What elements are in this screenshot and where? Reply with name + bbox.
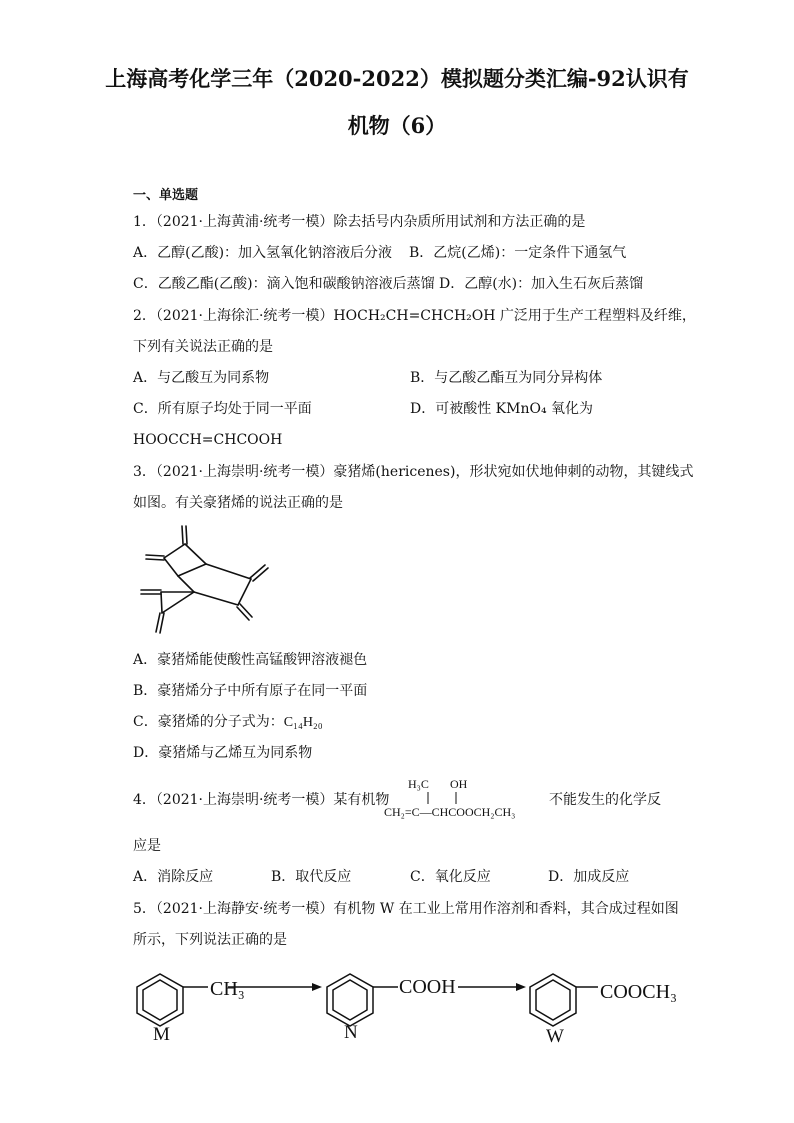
- q4-structural-formula: [384, 774, 550, 822]
- q4-option-b: B．取代反应: [271, 869, 352, 885]
- q3-stem-line-2: 如图。有关豪猪烯的说法正确的是: [133, 495, 343, 511]
- label-w: W: [546, 1026, 564, 1047]
- q2-option-a: A．与乙酸互为同系物: [133, 370, 270, 386]
- q3-molecular-formula: C₁₄H₂₀: [283, 715, 323, 730]
- q1-option-d: D．乙醇(水)：加入生石灰后蒸馏: [439, 276, 644, 292]
- label-n: N: [344, 1022, 358, 1043]
- q4-option-d: D．加成反应: [548, 869, 630, 885]
- q2-option-d: D．可被酸性 KMnO₄ 氧化为: [410, 401, 594, 417]
- page-title-line-1: 上海高考化学三年（2020-2022）模拟题分类汇编-92认识有: [105, 66, 689, 91]
- q1-option-a: A．乙醇(乙酸)：加入氢氧化钠溶液后分液: [133, 245, 393, 261]
- q4-formula-hydroxyl: OH: [450, 777, 468, 791]
- q1-stem: 1．（2021·上海黄浦·统考一模）除去括号内杂质所用试剂和方法正确的是: [133, 214, 586, 230]
- n-substituent: COOH: [399, 976, 456, 998]
- m-substituent: CH₃: [210, 978, 245, 1000]
- q3-option-a: A．豪猪烯能使酸性高锰酸钾溶液褪色: [133, 652, 368, 668]
- q3-option-c: [133, 712, 323, 733]
- section-heading: 一、单选题: [133, 188, 199, 203]
- q2-option-d-continued: HOOCCH=CHCOOH: [133, 432, 283, 448]
- label-m: M: [153, 1024, 170, 1045]
- hericenes-structure-diagram: [130, 520, 280, 640]
- q5-stem-line-1: 5．（2021·上海静安·统考一模）有机物 W 在工业上常用作溶剂和香料，其合成过程如图: [133, 901, 679, 917]
- q4-stem-suffix: 不能发生的化学反: [549, 792, 661, 808]
- q3-option-d: D．豪猪烯与乙烯互为同系物: [133, 745, 313, 761]
- q2-stem-line-1: 2．（2021·上海徐汇·统考一模）HOCH₂CH=CHCH₂OH 广泛用于生产工程塑料及纤维，: [133, 308, 696, 324]
- q4-formula-methyl: H₃C: [408, 777, 429, 791]
- w-substituent: COOCH₃: [600, 981, 677, 1003]
- q2-option-b: B．与乙酸乙酯互为同分异构体: [410, 370, 603, 386]
- q5-synthesis-scheme: [0, 955, 794, 1055]
- q4-option-c: C．氧化反应: [410, 869, 491, 885]
- q1-option-c: C．乙酸乙酯(乙酸)：滴入饱和碳酸钠溶液后蒸馏: [133, 276, 435, 292]
- q3-option-c-label: C．豪猪烯的分子式为：: [133, 714, 284, 730]
- q2-option-c: C．所有原子均处于同一平面: [133, 401, 312, 417]
- q4-formula-main-chain: CH₂=C—CHCOOCH₂CH₃: [384, 805, 516, 819]
- q5-stem-line-2: 所示，下列说法正确的是: [133, 932, 287, 948]
- q4-stem-prefix: 4．（2021·上海崇明·统考一模）某有机物: [133, 792, 390, 808]
- q4-option-a: A．消除反应: [133, 869, 214, 885]
- q2-stem-line-2: 下列有关说法正确的是: [133, 339, 273, 355]
- q3-option-b: B．豪猪烯分子中所有原子在同一平面: [133, 683, 368, 699]
- q3-stem-line-1: 3．（2021·上海崇明·统考一模）豪猪烯(hericenes)，形状宛如伏地伸刺的动物，其键线式: [133, 464, 694, 480]
- page-title-line-2: 机物（6）: [347, 113, 447, 138]
- q4-stem-line-2: 应是: [133, 838, 161, 854]
- q1-option-b: B．乙烷(乙烯)：一定条件下通氢气: [409, 245, 627, 261]
